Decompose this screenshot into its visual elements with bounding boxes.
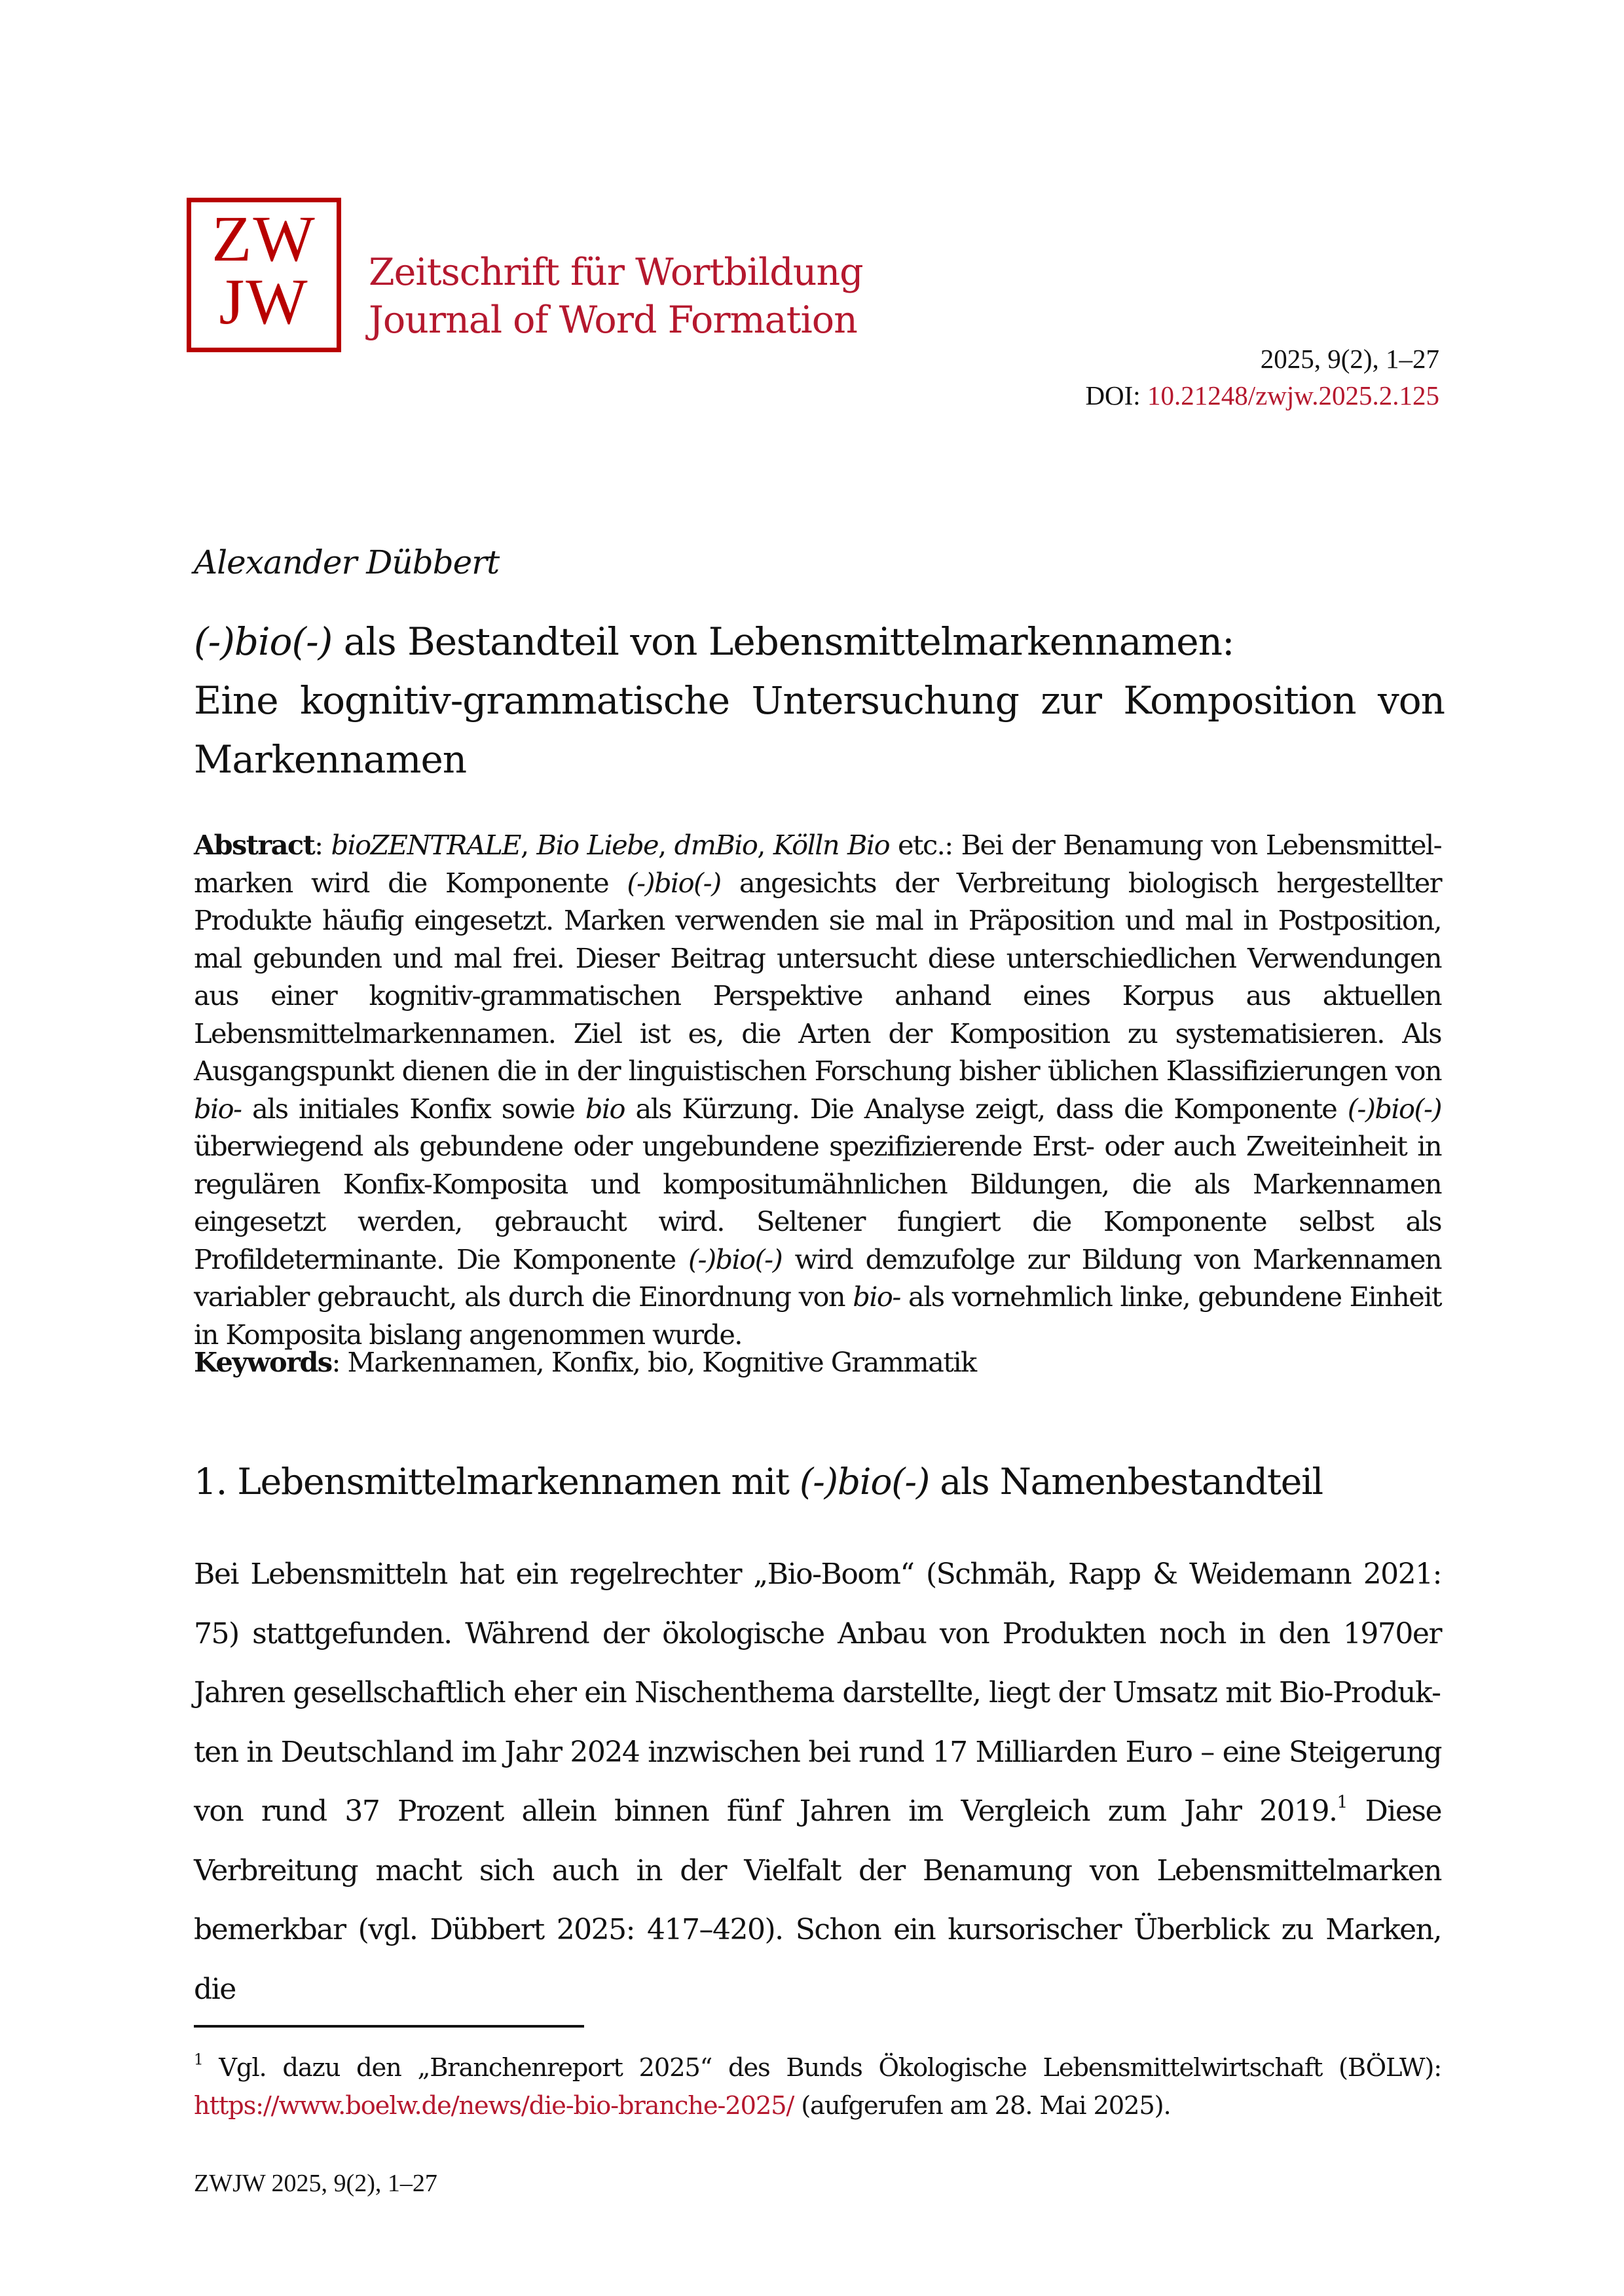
- keywords-label: Keywords: [194, 1346, 332, 1378]
- footnote-link[interactable]: https://www.boelw.de/news/die-bio-branche-2025/: [194, 2091, 794, 2121]
- footnote: [194, 2049, 1441, 2125]
- heading-text: als Namenbestandteil: [929, 1461, 1323, 1503]
- example-brand: Kölln Bio: [773, 829, 889, 861]
- logo-line-1: ZW: [212, 202, 316, 275]
- paragraph-text: Bei Lebensmitteln hat ein regelrechter „Bio-Boom“ (Schmäh, Rapp & Weidemann 2021: 75) stattgefunden. Während der ökologische Anbau von Produkten noch in den 1970er Jahren gesellschaftlich eher ein Nischenthema darstellte, liegt der Umsatz mit Bio-Produkten in Deutschland im Jahr 2024 inzwischen bei rund 17 Milliarden Euro – eine Steigerung von rund 37 Prozent allein binnen fünf Jahren im Vergleich zum Jahr 2019.: [194, 1558, 1441, 1828]
- abstract-text: etc.: Bei der Benamung von Lebensmittel-marken wird die Komponente: [194, 829, 1442, 899]
- footnote-divider: [194, 2025, 584, 2028]
- title-line-1: [194, 612, 1445, 671]
- keywords: Keywords: Markennamen, Konfix, bio, Kognitive Grammatik: [194, 1346, 976, 1378]
- example-brand: dmBio: [674, 829, 758, 861]
- journal-name-de: Zeitschrift für Wortbildung: [369, 251, 863, 294]
- abstract-text: als initiales Konfix sowie: [241, 1092, 585, 1125]
- doi-link[interactable]: 10.21248/zwjw.2025.2.125: [1147, 380, 1439, 410]
- doi-label: DOI:: [1085, 380, 1147, 410]
- term: bio: [585, 1092, 625, 1125]
- volume-pages: 2025, 9(2), 1–27: [1260, 344, 1439, 374]
- footnote-text: (aufgerufen am 28. Mai 2025).: [794, 2091, 1171, 2121]
- heading-text: 1. Lebensmittelmarkennamen mit: [194, 1461, 800, 1503]
- abstract-text: als vornehmlich linke, gebundene Einheit in Komposita bislang angenommen wurde.: [194, 1281, 1441, 1351]
- abstract-text: überwiegend als gebundene oder ungebundene spezifizierende Erst- oder auch Zweiteinheit in regulären Konfix-Komposita und kompositumähnlichen Bildungen, die als Markennamen eingesetzt werden, gebraucht wird. Seltener fungiert die Komponente selbst als Profildeterminante. Die Komponente: [194, 1130, 1441, 1275]
- heading-term: (-)bio(-): [800, 1461, 930, 1503]
- logo-line-2: JW: [219, 265, 309, 338]
- term: bio-: [853, 1281, 900, 1313]
- example-brand: Bio Liebe: [536, 829, 659, 861]
- footnote-ref[interactable]: 1: [1337, 1792, 1347, 1813]
- article-title: [194, 612, 1445, 789]
- citation-info: [1085, 340, 1439, 414]
- journal-logo: [187, 198, 341, 352]
- title-line-2: Eine kognitiv-grammatische Untersuchung zur Komposition von: [194, 678, 1445, 723]
- abstract-text: angesichts der Verbreitung biologisch hergestellter Produkte häufig eingesetzt. Marken verwenden sie mal in Präposition und mal in Postposition, mal gebunden und mal frei. Dieser Beitrag untersucht diese unterschiedlichen Verwendungen aus einer kognitiv-grammatischen Perspektive anhand eines Korpus aus aktuellen Lebensmittelmarkennamen. Ziel ist es, die Arten der Komposition zu systematisieren. Als Ausgangspunkt dienen die in der linguistischen Forschung bisher üblichen Klassifizierungen von: [194, 866, 1441, 1087]
- term: (-)bio(-): [1347, 1092, 1441, 1125]
- doi-line: [1085, 377, 1439, 414]
- title-line-1-text: als Bestandteil von Lebensmittelmarkennamen:: [332, 619, 1234, 664]
- abstract: Abstract: bioZENTRALE, Bio Liebe, dmBio, Kölln Bio etc.: Bei der Benamung von Lebensmittel-marken wird die Komponente (-)bio(-) angesichts der Verbreitung biologisch hergestellter Produkte häufig eingesetzt. Marken verwenden sie mal in Präposition und mal in Postposition, mal gebunden und mal frei. Dieser Beitrag untersucht diese unterschiedlichen Verwendungen aus einer kognitiv-grammatischen Perspektive anhand eines Korpus aus aktuellen Lebensmittelmarkennamen. Ziel ist es, die Arten der Komposition zu systematisieren. Als Ausgangspunkt dienen die in der linguistischen Forschung bisher üblichen Klassifizierungen von bio- als initiales Konfix sowie bio als Kürzung. Die Analyse zeigt, dass die Komponente (-)bio(-) überwiegend als gebundene oder ungebundene spezifizierende Erst- oder auch Zweiteinheit in regulären Konfix-Komposita und kompositumähnlichen Bildungen, die als Markennamen eingesetzt werden, gebraucht wird. Seltener fungiert die Komponente selbst als Profildeterminante. Die Komponente (-)bio(-) wird demzufolge zur Bildung von Markennamen variabler gebraucht, als durch die Einordnung von bio- als vornehmlich linke, gebundene Einheit in Komposita bislang angenommen wurde.: [194, 829, 1442, 1351]
- term: (-)bio(-): [627, 866, 721, 899]
- logo-letters: [191, 202, 337, 338]
- body-paragraph: [194, 1545, 1441, 2019]
- term: bio-: [194, 1092, 242, 1125]
- abstract-text: als Kürzung. Die Analyse zeigt, dass die Komponente: [624, 1092, 1348, 1125]
- footnote-number: 1: [194, 2051, 203, 2069]
- journal-name: [369, 249, 863, 344]
- journal-name-en: Journal of Word Formation: [369, 299, 857, 342]
- footnote-text: Vgl. dazu den „Branchenreport 2025“ des Bunds Ökologische Lebensmittelwirtschaft (BÖLW):: [202, 2053, 1441, 2083]
- term: (-)bio(-): [688, 1243, 783, 1275]
- section-heading: [194, 1459, 1323, 1504]
- keywords-values: Markennamen, Konfix, bio, Kognitive Grammatik: [347, 1346, 976, 1378]
- abstract-text: wird demzufolge zur Bildung von Markennamen variabler gebraucht, als durch die Einordnung von: [194, 1243, 1441, 1313]
- title-term: (-)bio(-): [194, 619, 333, 664]
- abstract-label: Abstract: [194, 829, 315, 861]
- author-name: Alexander Dübbert: [194, 543, 500, 581]
- example-brand: bioZENTRALE: [331, 829, 521, 861]
- paragraph-text: Diese Verbreitung macht sich auch in der Vielfalt der Benamung von Lebensmittelmarken bemerkbar (vgl. Dübbert 2025: 417–420). Schon ein kursorischer Überblick zu Marken, die: [194, 1795, 1441, 2006]
- title-line-3: Markennamen: [194, 737, 467, 782]
- page-footer: ZWJW 2025, 9(2), 1–27: [194, 2170, 437, 2197]
